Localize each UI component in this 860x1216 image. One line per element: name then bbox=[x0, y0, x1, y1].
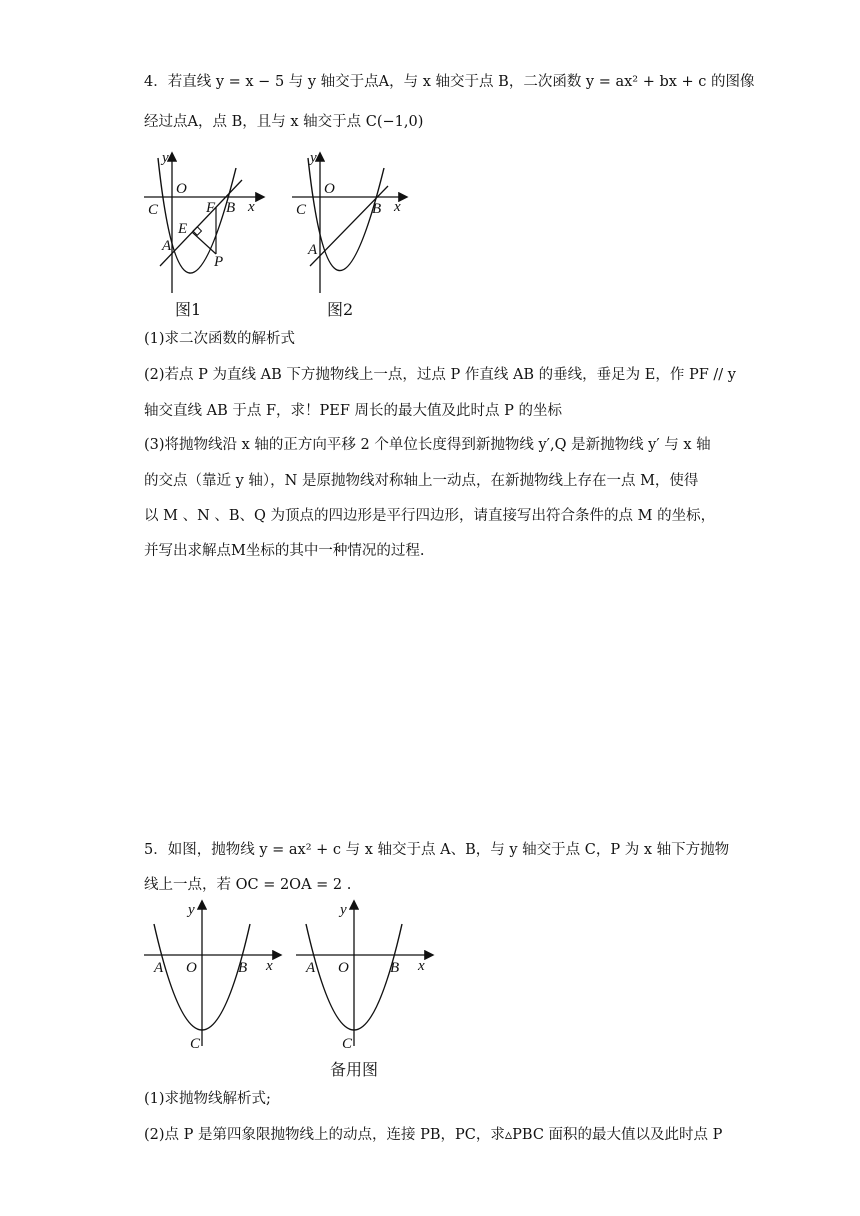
q4-line-1: 4．若直线 y = x − 5 与 y 轴交于点A，与 x 轴交于点 B，二次函数 y = ax² + bx + c 的图像 bbox=[144, 74, 755, 90]
svg-text:x: x bbox=[418, 958, 425, 974]
svg-text:x: x bbox=[248, 199, 255, 215]
svg-text:B: B bbox=[226, 200, 236, 216]
svg-text:A: A bbox=[154, 960, 164, 976]
svg-text:A: A bbox=[308, 242, 318, 258]
q4-part-3-line-1: (3)将抛物线沿 x 轴的正方向平移 2 个单位长度得到新抛物线 y′,Q 是新抛物线 y′ 与 x 轴 bbox=[144, 437, 711, 453]
svg-text:C: C bbox=[148, 202, 159, 218]
q5-line-2: 线上一点，若 OC = 2OA = 2 . bbox=[144, 877, 352, 893]
svg-text:x: x bbox=[394, 199, 401, 215]
q4-part-3-line-3: 以 M 、N 、B、Q 为顶点的四边形是平行四边形，请直接写出符合条件的点 M 的坐标， bbox=[144, 508, 716, 524]
svg-text:E: E bbox=[178, 221, 188, 237]
q5-figure-backup bbox=[292, 896, 437, 1051]
svg-text:O: O bbox=[324, 181, 335, 197]
svg-text:A: A bbox=[162, 238, 172, 254]
q5-backup-caption: 备用图 bbox=[330, 1060, 379, 1079]
svg-text:A: A bbox=[306, 960, 316, 976]
svg-text:y: y bbox=[310, 150, 317, 166]
q4-figure-2 bbox=[288, 148, 418, 298]
q4-part-3-line-2: 的交点（靠近 y 轴），N 是原抛物线对称轴上一动点，在新抛物线上存在一点 M，使得 bbox=[144, 473, 699, 489]
q5-part-1: (1)求抛物线解析式; bbox=[144, 1091, 271, 1107]
svg-text:O: O bbox=[176, 181, 187, 197]
q4-figure-1 bbox=[138, 148, 273, 298]
svg-text:C: C bbox=[296, 202, 307, 218]
q5-line-1: 5．如图，抛物线 y = ax² + c 与 x 轴交于点 A、B，与 y 轴交于点 C，P 为 x 轴下方抛物 bbox=[144, 842, 730, 858]
q5-part-2: (2)点 P 是第四象限抛物线上的动点，连接 PB，PC，求▵PBC 面积的最大值以及此时点 P bbox=[144, 1127, 723, 1143]
svg-text:O: O bbox=[186, 960, 197, 976]
q4-part-2-line-1: (2)若点 P 为直线 AB 下方抛物线上一点，过点 P 作直线 AB 的垂线，垂足为 E，作 PF // y bbox=[144, 367, 736, 383]
q4-line-2: 经过点A，点 B，且与 x 轴交于点 C(−1,0) bbox=[144, 114, 424, 130]
svg-text:y: y bbox=[188, 902, 195, 918]
svg-text:y: y bbox=[340, 902, 347, 918]
svg-text:B: B bbox=[372, 201, 382, 217]
svg-text:y: y bbox=[162, 150, 169, 166]
svg-text:B: B bbox=[390, 960, 400, 976]
svg-text:P: P bbox=[214, 254, 224, 270]
q4-figure-2-caption: 图2 bbox=[327, 300, 354, 319]
svg-text:B: B bbox=[238, 960, 248, 976]
q5-figure-main bbox=[140, 896, 285, 1051]
q4-part-1: (1)求二次函数的解析式 bbox=[144, 331, 296, 347]
q4-part-2-line-2: 轴交直线 AB 于点 F，求！PEF 周长的最大值及此时点 P 的坐标 bbox=[144, 403, 562, 419]
svg-text:x: x bbox=[266, 958, 273, 974]
svg-text:F: F bbox=[206, 200, 216, 216]
q4-figure-1-caption: 图1 bbox=[175, 300, 202, 319]
svg-text:C: C bbox=[342, 1036, 353, 1051]
q4-part-3-line-4: 并写出求解点M坐标的其中一种情况的过程. bbox=[144, 543, 425, 559]
svg-text:C: C bbox=[190, 1036, 201, 1051]
svg-text:O: O bbox=[338, 960, 349, 976]
